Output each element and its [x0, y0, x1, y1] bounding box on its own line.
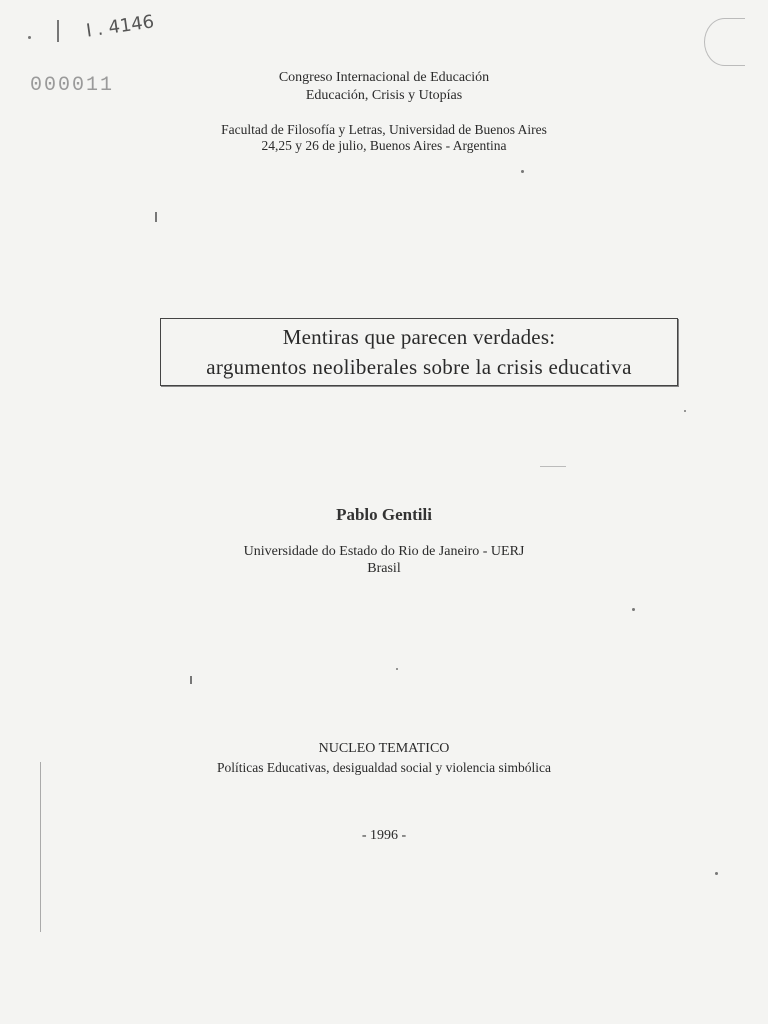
scan-speck [155, 212, 157, 222]
handwritten-note: I . 4146 [84, 11, 156, 42]
nucleo-text: Políticas Educativas, desigualdad social y violencia simbólica [216, 760, 552, 775]
author-country: Brasil [367, 561, 401, 576]
stamp-number: 000011 [30, 74, 115, 97]
nucleo-label: NUCLEO TEMATICO [318, 741, 450, 756]
author-affiliation: Universidade do Estado do Rio de Janeiro - UERJ [243, 544, 525, 559]
event-dates: 24,25 y 26 de julio, Buenos Aires - Argentina [261, 138, 507, 153]
scan-speck [632, 608, 635, 611]
title-box [160, 318, 678, 386]
author-name: Pablo Gentili [336, 505, 432, 524]
conference-subtitle: Educación, Crisis y Utopías [305, 88, 463, 103]
faculty-name: Facultad de Filosofía y Letras, Universidad de Buenos Aires [221, 122, 547, 137]
scan-speck [684, 410, 686, 412]
conference-name: Congreso Internacional de Educación [278, 70, 490, 85]
title-line-2: argumentos neoliberales sobre la crisis educativa [206, 355, 632, 379]
scan-speck [715, 872, 718, 875]
publication-year: - 1996 - [361, 828, 407, 843]
scan-speck [521, 170, 524, 173]
scan-speck [57, 20, 59, 42]
scan-speck [396, 668, 398, 670]
scan-speck [28, 36, 31, 39]
scan-speck [540, 466, 566, 467]
title-line-1: Mentiras que parecen verdades: [282, 325, 556, 349]
scan-speck [190, 676, 192, 684]
scan-speck [704, 18, 745, 66]
scan-margin-mark [40, 762, 41, 932]
